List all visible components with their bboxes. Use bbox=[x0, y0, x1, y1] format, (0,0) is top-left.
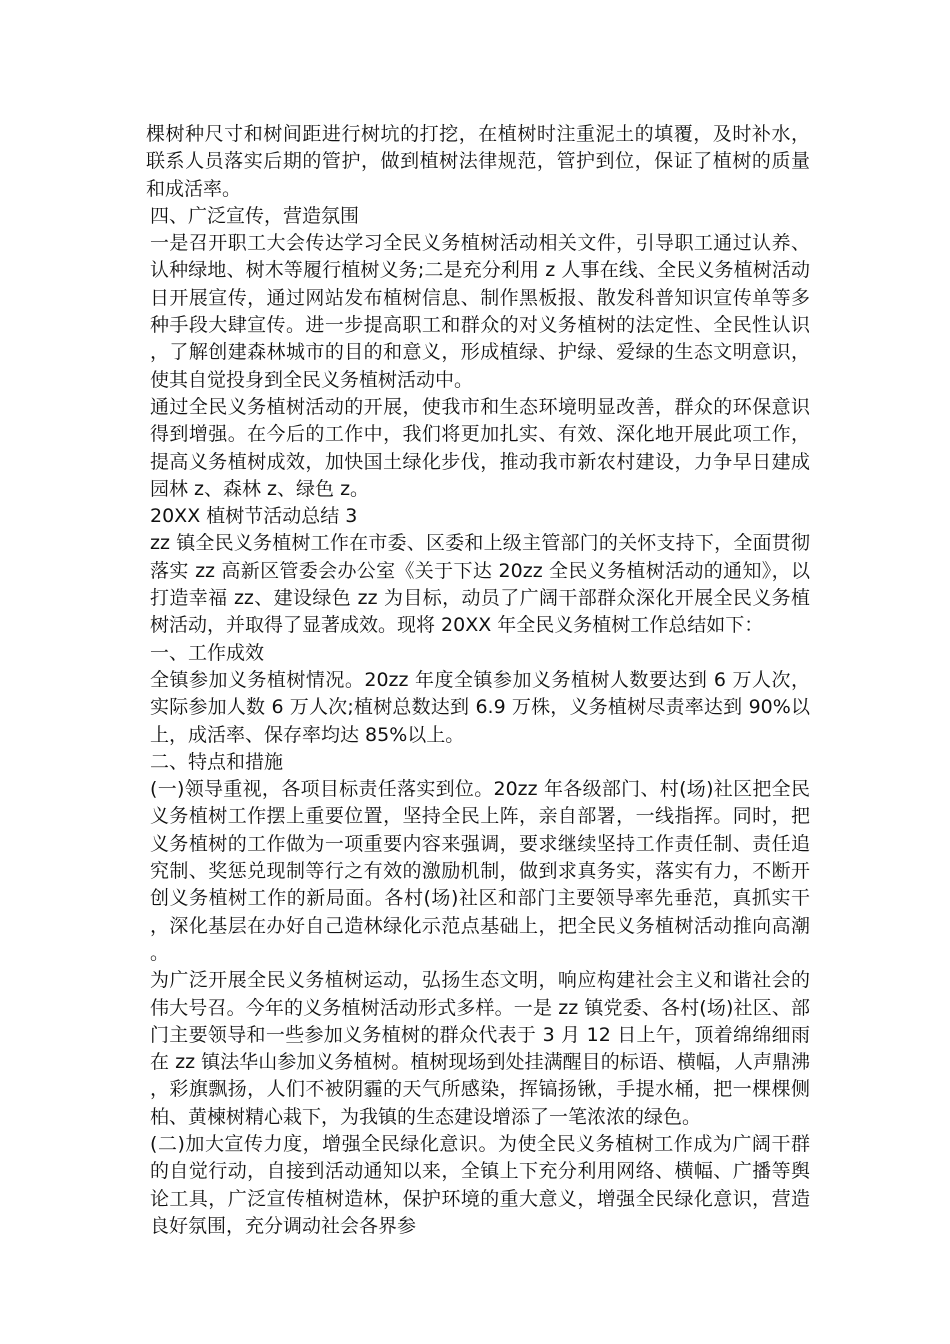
section-heading-1: 一、工作成效 bbox=[150, 641, 265, 664]
document-body bbox=[146, 121, 810, 1240]
paragraph-intro: zz 镇全民义务植树工作在市委、区委和上级主管部门的关怀支持下，全面贯彻落实 zz 高新区管委会办公室《关于下达 20zz 全民义务植树活动的通知》，以打造幸福 zz、建设绿色 zz 为目标，动员了广阔干部群众深化开展全民义务植树活动，并取得了显著成效。现将 20XX 年全民义务植树工作总结如下： bbox=[150, 532, 810, 637]
section-heading-2: 二、特点和措施 bbox=[150, 750, 284, 773]
paragraph-publicity: 一是召开职工大会传达学习全民义务植树活动相关文件，引导职工通过认养、认种绿地、树木等履行植树义务;二是充分利用 z 人事在线、全民义务植树活动日开展宣传，通过网站发布植树信息、制作黑板报、散发科普知识宣传单等多种手段大肆宣传。进一步提高职工和群众的对义务植树的法定性、全民性认识，了解创建森林城市的目的和意义，形成植绿、护绿、爱绿的生态文明意识，使其自觉投身到全民义务植树活动中。 bbox=[150, 232, 810, 391]
section-heading-4: 四、广泛宣传，营造氛围 bbox=[150, 204, 360, 227]
paragraph-awareness: (二)加大宣传力度，增强全民绿化意识。为使全民义务植树工作成为广阔干群的自觉行动，自接到活动通知以来，全镇上下充分利用网络、横幅、广播等舆论工具，广泛宣传植树造林，保护环境的重大意义，增强全民绿化意识，营造良好氛围，充分调动社会各界参 bbox=[150, 1132, 810, 1237]
paragraph-continuation: 棵树种尺寸和树间距进行树坑的打挖，在植树时注重泥土的填覆，及时补水，联系人员落实后期的管护，做到植树法律规范，管护到位，保证了植树的质量和成活率。 bbox=[146, 123, 810, 200]
paragraph-statistics: 全镇参加义务植树情况。20zz 年度全镇参加义务植树人数要达到 6 万人次，实际参加人数 6 万人次;植树总数达到 6.9 万株，义务植树尽责率达到 90%以上，成活率、保存率均达 85%以上。 bbox=[150, 668, 810, 746]
paragraph-activities: 为广泛开展全民义务植树运动，弘扬生态文明，响应构建社会主义和谐社会的伟大号召。今年的义务植树活动形式多样。一是 zz 镇党委、各村(场)社区、部门主要领导和一些参加义务植树的群众代表于 3 月 12 日上午，顶着绵绵细雨在 zz 镇法华山参加义务植树。植树现场到处挂满醒目的标语、横幅，人声鼎沸，彩旗飘扬，人们不被阴霾的天气所感染，挥镐扬锹，手提水桶，把一棵棵侧柏、黄楝树精心栽下，为我镇的生态建设增添了一笔浓浓的绿色。 bbox=[150, 969, 810, 1128]
paragraph-outcome: 通过全民义务植树活动的开展，使我市和生态环境明显改善，群众的环保意识得到增强。在今后的工作中，我们将更加扎实、有效、深化地开展此项工作，提高义务植树成效，加快国土绿化步伐，推动我市新农村建设，力争早日建成园林 z、森林 z、绿色 z。 bbox=[150, 395, 810, 500]
paragraph-leadership: (一)领导重视，各项目标责任落实到位。20zz 年各级部门、村(场)社区把全民义务植树工作摆上重要位置，坚持全民上阵，亲自部署，一线指挥。同时，把义务植树的工作做为一项重要内容来强调，要求继续坚持工作责任制、责任追究制、奖惩兑现制等行之有效的激励机制，做到求真务实，落实有力，不断开创义务植树工作的新局面。各村(场)社区和部门主要领导率先垂范，真抓实干，深化基层在办好自己造林绿化示范点基础上，把全民义务植树活动推向高潮。 bbox=[150, 778, 810, 964]
article-title-3: 20XX 植树节活动总结 3 bbox=[150, 505, 358, 528]
